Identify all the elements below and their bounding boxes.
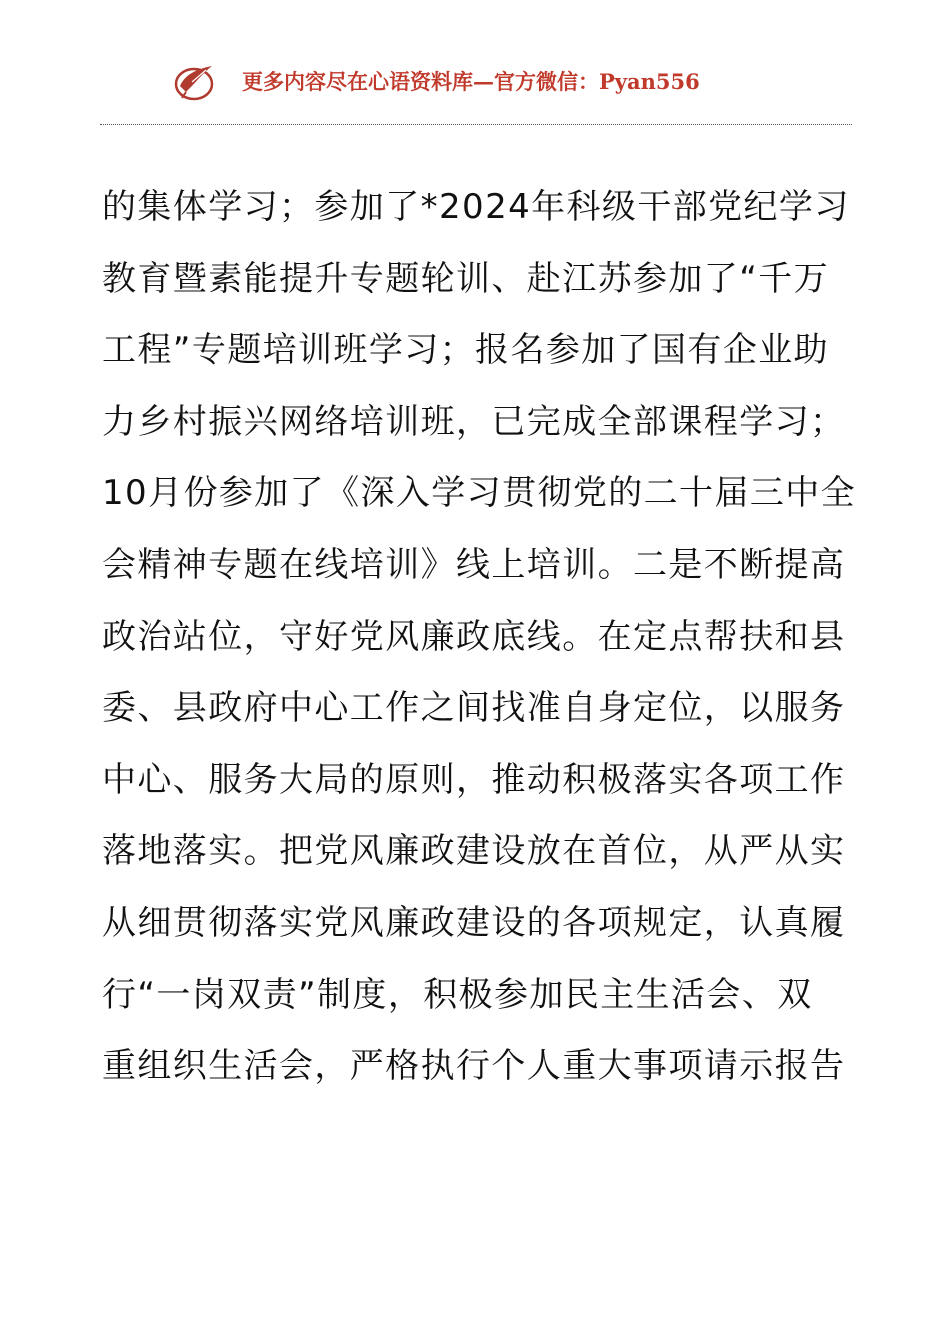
text-line: 从细贯彻落实党风廉政建设的各项规定，认真履 [102, 902, 846, 943]
text-line: 政治站位，守好党风廉政底线。在定点帮扶和县 [102, 616, 846, 657]
text-line: 10月份参加了《深入学习贯彻党的二十届三中全 [102, 473, 857, 514]
text-line: 力乡村振兴网络培训班，已完成全部课程学习； [102, 401, 846, 442]
text-line: 中心、服务大局的原则，推动积极落实各项工作 [102, 759, 846, 800]
text-line: 重组织生活会，严格执行个人重大事项请示报告 [102, 1046, 846, 1087]
header-divider [100, 124, 852, 125]
text-line: 教育暨素能提升专题轮训、赴江苏参加了“千万 [102, 258, 830, 299]
quill-pen-logo-icon [172, 62, 216, 102]
page-header [0, 0, 950, 126]
text-line: 行“一岗双责”制度，积极参加民主生活会、双 [102, 974, 813, 1015]
header-text: 更多内容尽在心语资料库—官方微信：Pyan556 [242, 69, 700, 94]
text-line: 的集体学习；参加了*2024年科级干部党纪学习 [102, 187, 850, 227]
body-text [102, 172, 857, 1103]
text-line: 落地落实。把党风廉政建设放在首位，从严从实 [102, 831, 846, 872]
text-line: 委、县政府中心工作之间找准自身定位，以服务 [102, 688, 846, 729]
text-line: 工程”专题培训班学习；报名参加了国有企业助 [102, 330, 830, 371]
text-line: 会精神专题在线培训》线上培训。二是不断提高 [102, 544, 846, 585]
